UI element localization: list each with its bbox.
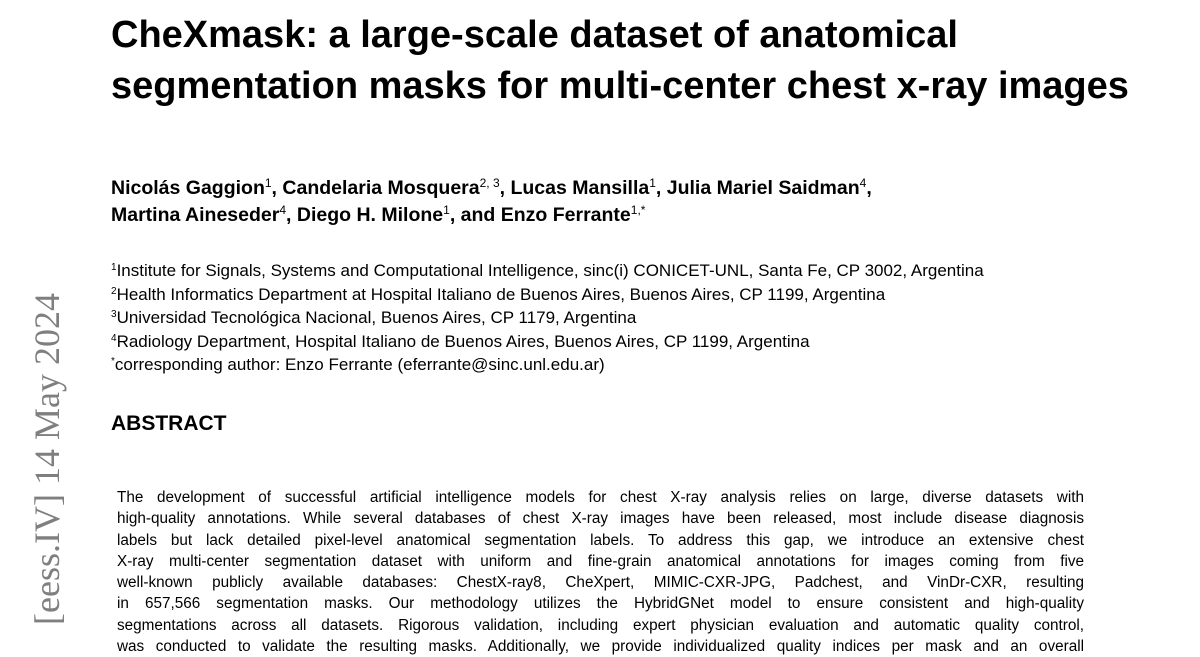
affiliation: $^4$Radiology Department, Hospital Italiano de Buenos Aires, Buenos Aires, CP 1199, Argentina <box>111 331 810 351</box>
abstract-body <box>117 487 1084 657</box>
abstract-line: well-known publicly available databases: ChestX-ray8, CheXpert, MIMIC-CXR-JPG, Padchest, and VinDr-CXR, resulting <box>117 574 1084 592</box>
corresponding-author: *corresponding author: Enzo Ferrante (eferrante@sinc.unl.edu.ar) <box>111 355 605 374</box>
author: Diego H. Milone$^1$, and <box>296 203 501 226</box>
abstract-line: in 657,566 segmentation masks. Our methodology utilizes the HybridGNet model to ensure consistent and high-quality <box>117 595 1084 613</box>
arxiv-side-stamp <box>23 0 71 648</box>
affiliation: $^3$Universidad Tecnológica Nacional, Buenos Aires, CP 1179, Argentina <box>111 308 637 327</box>
abstract-heading: ABSTRACT <box>111 412 227 435</box>
author: Martina Aineseder$^4$, <box>111 203 297 226</box>
affiliation: $^1$Institute for Signals, Systems and Computational Intelligence, sinc(i) CONICET-UNL, Santa Fe, CP 3002, Argentina <box>111 261 984 280</box>
abstract-line: X-ray multi-center segmentation dataset with uniform and fine-grain anatomical annotations for images coming from five <box>117 552 1084 570</box>
author: Candelaria Mosquera$^{2, 3}$, <box>282 176 511 199</box>
author: Enzo Ferrante$^{1,*}$ <box>500 203 646 226</box>
abstract-line: labels but lack detailed pixel-level anatomical segmentation labels. To address this gap, we introduce an extensive chest <box>117 531 1084 549</box>
author: Lucas Mansilla$^1$, <box>510 176 667 199</box>
paper-title: CheXmask: a large-scale dataset of anatomical segmentation masks for multi-center chest x-ray images <box>111 14 1129 107</box>
affiliation-list <box>111 259 1191 377</box>
author: Julia Mariel Saidman$^4$, <box>666 176 872 199</box>
affiliation: $^2$Health Informatics Department at Hospital Italiano de Buenos Aires, Buenos Aires, CP 1199, Argentina <box>111 284 886 304</box>
abstract-line: segmentations across all datasets. Rigorous validation, including expert physician evaluation and automatic quality control, <box>117 616 1084 634</box>
abstract-line: The development of successful artificial intelligence models for chest X-ray analysis relies on large, diverse datasets with <box>117 489 1084 506</box>
author-list <box>111 175 1171 229</box>
arxiv-stamp-text: [eess.IV] 14 May 2024 <box>27 293 67 625</box>
author: Nicolás Gaggion$^1$, <box>111 176 283 199</box>
abstract-line: was conducted to validate the resulting masks. Additionally, we provide individualized quality indices per mask and an overall <box>117 638 1084 656</box>
abstract-line: high-quality annotations. While several databases of chest X-ray images have been released, most include disease diagnosis <box>117 510 1084 528</box>
